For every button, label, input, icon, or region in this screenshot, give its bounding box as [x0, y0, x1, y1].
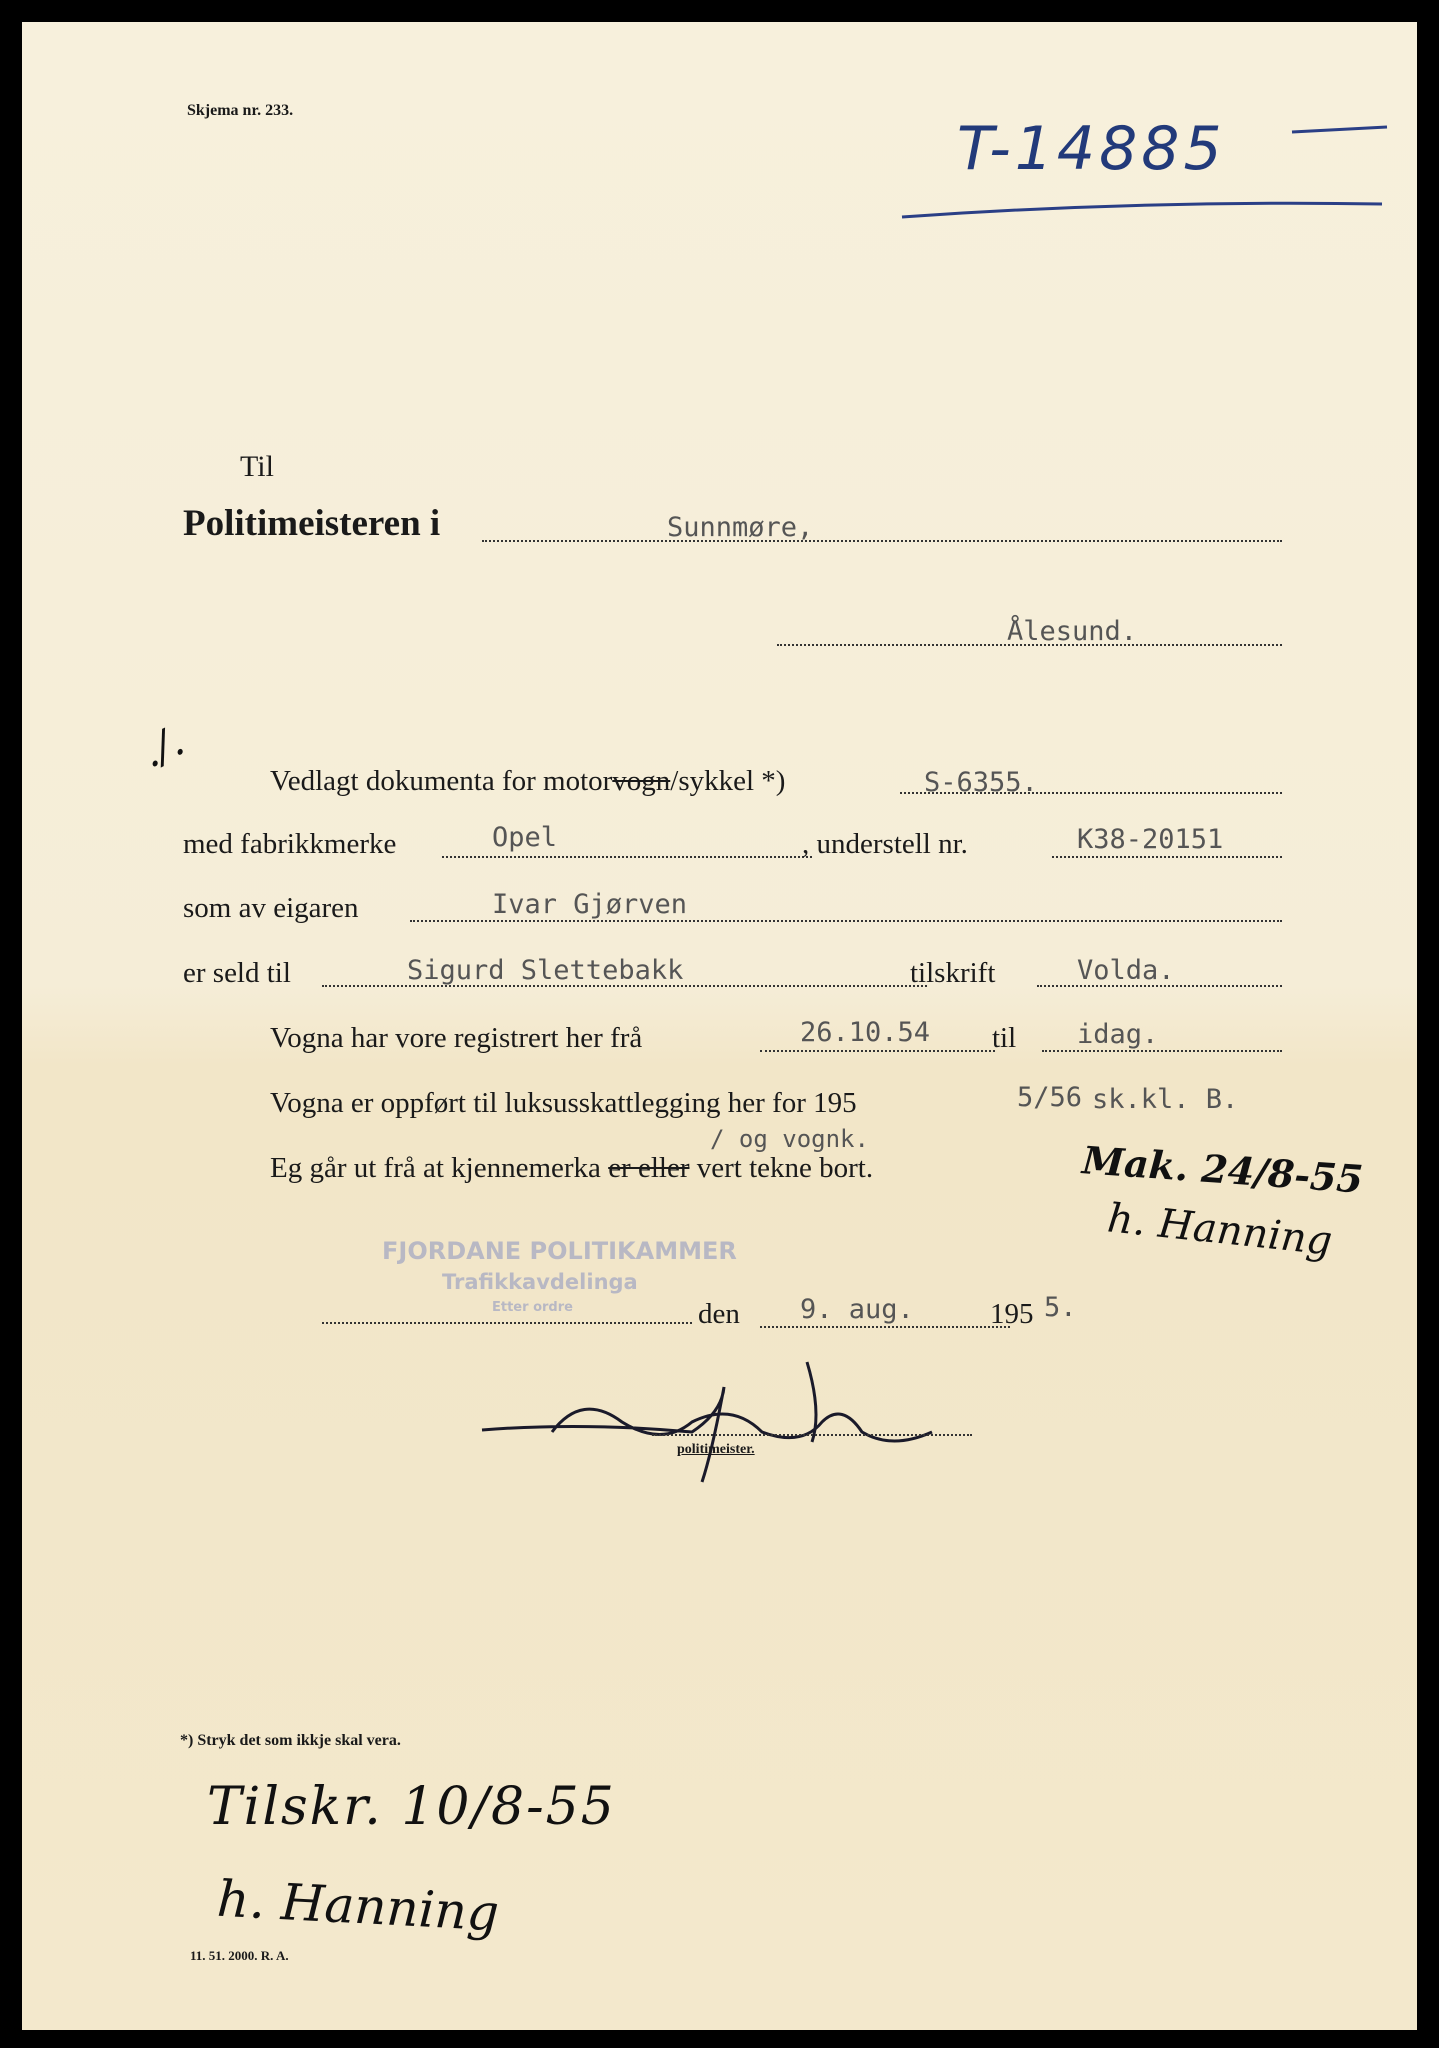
police-stamp-line1: FJORDANE POLITIKAMMER [382, 1237, 737, 1265]
signature-label: politimeister. [677, 1442, 755, 1457]
district-value: Sunnmøre, [667, 512, 814, 543]
chassis-line [1052, 856, 1282, 858]
hand-note-initials: h. Hanning [1105, 1195, 1335, 1265]
owner-name: Ivar Gjørven [492, 889, 688, 920]
addressee-title: Politimeisteren i [183, 503, 441, 544]
til-label: Til [240, 450, 274, 483]
print-code: 11. 51. 2000. R. A. [190, 1948, 289, 1963]
chassis-label: , understell nr. [802, 828, 968, 860]
plates-insert: / og vognk. [710, 1125, 869, 1153]
hand-note-received: Mak. 24/8-55 [1080, 1137, 1365, 1202]
buyer-name: Sigurd Slettebakk [407, 955, 684, 986]
registered-from: 26.10.54 [800, 1017, 931, 1048]
date-fill-line [760, 1326, 1010, 1328]
motor-vehicle-line: Vedlagt dokumenta for motorvogn/sykkel *) [270, 765, 786, 797]
police-chief-signature [462, 1352, 982, 1502]
form-page [22, 22, 1417, 2030]
owner-line [410, 920, 1282, 922]
den-label: den [698, 1298, 740, 1330]
registered-label: Vogna har vore registrert her frå [270, 1022, 643, 1054]
tax-class: sk.kl. B. [1092, 1084, 1239, 1115]
registered-to: idag. [1077, 1019, 1159, 1050]
sold-label: er seld til [183, 957, 291, 989]
footnote: *) Stryk det som ikkje skal vera. [180, 1732, 401, 1749]
year-prefix: 195 [990, 1298, 1034, 1330]
to-label: til [992, 1022, 1017, 1054]
make-label: med fabrikkmerke [183, 828, 397, 860]
buyer-address: Volda. [1077, 955, 1175, 986]
vehicle-make: Opel [492, 822, 558, 853]
district-line [482, 540, 1282, 542]
footer-hand-initials: h. Hanning [215, 1869, 501, 1943]
reference-underline [882, 122, 1402, 232]
tax-label: Vogna er oppført til luksusskattlegging her for 195 [270, 1087, 857, 1119]
date-value: 9. aug. [800, 1294, 914, 1325]
form-number: Skjema nr. 233. [187, 102, 294, 119]
town-value: Ålesund. [1007, 616, 1138, 647]
to-line [1042, 1050, 1282, 1052]
year-suffix: 5. [1044, 1292, 1077, 1323]
owner-label: som av eigaren [183, 892, 359, 924]
place-line [322, 1322, 692, 1324]
chassis-number: K38-20151 [1077, 824, 1224, 855]
signature-line [652, 1434, 972, 1436]
footer-hand-note-tilskr: Tilskr. 10/8-55 [207, 1777, 616, 1837]
mark-glyph: ./. [133, 715, 192, 778]
tax-year: 5/56 [1017, 1082, 1083, 1113]
police-stamp-line3: Etter ordre [492, 1300, 573, 1315]
police-stamp-line2: Trafikkavdelinga [442, 1270, 638, 1294]
from-line [760, 1050, 995, 1052]
registration-number: S-6355. [924, 767, 1038, 798]
address-label: tilskrift [910, 957, 996, 989]
plates-line: Eg går ut frå at kjennemerka er eller vert tekne bort. [270, 1152, 874, 1184]
make-line [442, 856, 812, 858]
handwritten-reference: T-14885 [957, 114, 1226, 184]
